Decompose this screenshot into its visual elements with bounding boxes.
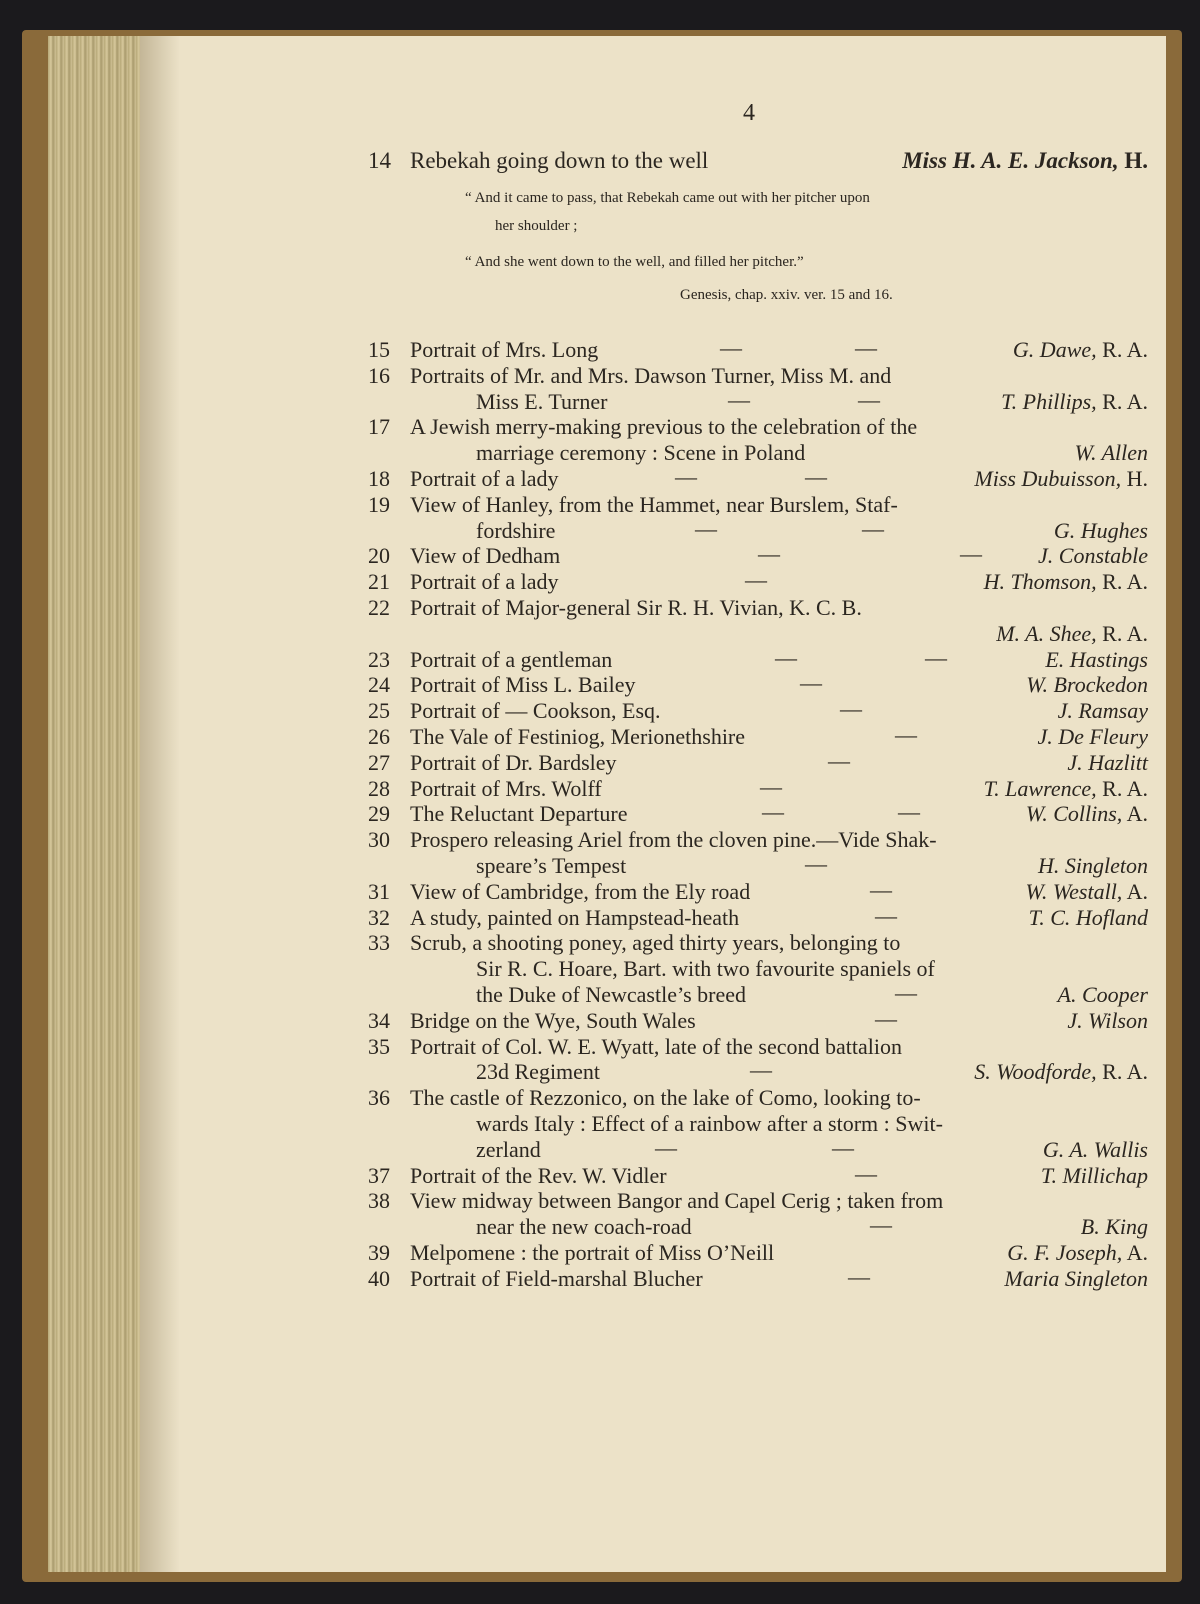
catalogue-entry: [368, 337, 1148, 365]
leader-dash: —: [855, 1160, 877, 1186]
entry-artist: J. Hazlitt: [1067, 749, 1148, 775]
entry-title: A Jewish merry-making previous to the celebration of the: [410, 414, 918, 440]
leader-dash: —: [895, 979, 917, 1005]
leader-dash: —: [840, 696, 862, 722]
entry-artist: W. Westall, A.: [1025, 878, 1148, 904]
catalogue-entry: [368, 362, 1148, 414]
entry-number: 31: [368, 878, 390, 904]
entry-title: Portrait of Dr. Bardsley: [410, 749, 617, 775]
entry-title: Scrub, a shooting poney, aged thirty years, belonging to: [410, 930, 901, 956]
entry-artist: J. Ramsay: [1057, 698, 1148, 724]
entry-number: 36: [368, 1085, 390, 1111]
entry-artist: T. Lawrence, R. A.: [983, 775, 1148, 801]
entry-number: 19: [368, 491, 390, 517]
quotation-line: “ And it came to pass, that Rebekah came out with her pitcher upon: [465, 190, 870, 206]
catalogue-entry: [368, 1005, 1148, 1036]
entry-title-continuation: zerland: [476, 1136, 541, 1162]
catalogue-entry: [368, 827, 1148, 878]
leader-dash: —: [832, 1134, 854, 1160]
entry-title-continuation: Sir R. C. Hoare, Bart. with two favourite spaniels of: [476, 956, 935, 982]
entry-number: 14: [368, 148, 391, 173]
leader-dash: —: [758, 541, 780, 567]
leader-dash: —: [875, 1005, 897, 1031]
catalogue-entry: [368, 1263, 1148, 1294]
entry-number: 15: [368, 337, 390, 362]
entry-number: 25: [368, 698, 390, 724]
quotation-citation: Genesis, chap. xxiv. ver. 15 and 16.: [680, 287, 893, 303]
catalogue-entry: [368, 148, 1148, 176]
entry-title: Portrait of a gentleman: [410, 646, 613, 672]
leader-dash: —: [805, 464, 827, 489]
catalogue-entry: [368, 1033, 1148, 1085]
entry-artist: J. De Fleury: [1037, 724, 1148, 749]
entry-number: 28: [368, 775, 390, 801]
entry-artist: W. Allen: [1074, 440, 1148, 466]
leader-dash: —: [762, 799, 784, 825]
catalogue-entry: [368, 1085, 1148, 1162]
leader-dash: —: [800, 670, 822, 696]
entry-title: The Reluctant Departure: [410, 801, 628, 827]
page-number: 4: [743, 100, 755, 126]
entry-title: View midway between Bangor and Capel Cerig ; taken from: [410, 1188, 944, 1214]
quotation-line: her shoulder ;: [495, 218, 578, 234]
entry-honour: R. A.: [1096, 388, 1148, 414]
entry-number: 18: [368, 466, 390, 491]
catalogue-entry: [368, 930, 1148, 1007]
leader-dash: —: [855, 335, 877, 360]
entry-number: 22: [368, 595, 390, 620]
leader-dash: —: [695, 515, 717, 541]
entry-title: The castle of Rezzonico, on the lake of Como, looking to-: [410, 1085, 921, 1111]
leader-dash: —: [870, 1212, 892, 1238]
catalogue-entry: [368, 595, 1148, 646]
leader-dash: —: [728, 386, 750, 412]
catalogue-entry: [368, 644, 1148, 675]
entry-title: Bridge on the Wye, South Wales: [410, 1007, 696, 1033]
entry-artist: M. A. Shee, R. A.: [996, 620, 1148, 646]
entry-title: Prospero releasing Ariel from the cloven pine.—Vide Shak-: [410, 827, 937, 853]
entry-title: Portrait of a lady: [410, 466, 559, 491]
entry-artist: T. C. Hofland: [1028, 904, 1148, 930]
entry-title: Portrait of a lady: [410, 569, 559, 595]
catalogue-entry: [368, 672, 1148, 700]
entry-artist: Maria Singleton: [1004, 1265, 1148, 1291]
entry-artist: G. A. Wallis: [1042, 1136, 1148, 1162]
entry-title-continuation: marriage ceremony : Scene in Poland: [476, 440, 806, 466]
quotation-line: “ And she went down to the well, and filled her pitcher.”: [465, 254, 804, 270]
page-edges: [48, 36, 140, 1572]
leader-dash: —: [750, 1057, 772, 1083]
entry-title: Portrait of — Cookson, Esq.: [410, 698, 661, 724]
entry-title: Portrait of Mrs. Wolff: [410, 775, 602, 801]
catalogue-entry: [368, 902, 1148, 933]
entry-title: Portrait of Col. W. E. Wyatt, late of the second battalion: [410, 1033, 902, 1059]
entry-artist: S. Woodforde, R. A.: [974, 1059, 1148, 1085]
entry-artist: A. Cooper: [1057, 981, 1148, 1007]
leader-dash: —: [760, 773, 782, 799]
leader-dash: —: [895, 722, 917, 747]
entry-number: 40: [368, 1265, 390, 1291]
leader-dash: —: [858, 386, 880, 412]
leader-dash: —: [675, 464, 697, 489]
entry-honour: R. A.: [1096, 1059, 1148, 1085]
entry-title: Portrait of Mrs. Long: [410, 337, 599, 362]
entry-number: 34: [368, 1007, 390, 1033]
entry-artist: J. Constable: [1038, 543, 1148, 569]
entry-number: 27: [368, 749, 390, 775]
entry-artist: G. F. Joseph, A.: [1007, 1240, 1148, 1265]
entry-title-continuation: the Duke of Newcastle’s breed: [476, 981, 747, 1007]
catalogue-entry: [368, 773, 1148, 804]
catalogue-entry: [368, 569, 1148, 597]
entry-artist: B. King: [1080, 1214, 1148, 1240]
entry-artist: H. Thomson, R. A.: [983, 569, 1148, 595]
entry-artist: J. Wilson: [1067, 1007, 1148, 1033]
entry-artist: W. Brockedon: [1026, 672, 1148, 698]
catalogue-entry: [368, 801, 1148, 829]
entry-number: 23: [368, 646, 390, 672]
entry-title: Portrait of the Rev. W. Vidler: [410, 1162, 667, 1188]
catalogue-entry: [368, 1188, 1148, 1240]
catalogue-entry: [368, 724, 1148, 752]
gutter-shadow: [140, 36, 180, 1572]
catalogue-entry: [368, 876, 1148, 907]
entry-number: 32: [368, 904, 390, 930]
entry-number: 20: [368, 543, 390, 569]
entry-title: Portrait of Major-general Sir R. H. Vivian, K. C. B.: [410, 595, 862, 620]
entry-number: 35: [368, 1033, 390, 1059]
entry-title-continuation: fordshire: [476, 517, 556, 543]
entry-title: Rebekah going down to the well: [410, 148, 709, 173]
entry-honour: R. A.: [1096, 569, 1148, 595]
leader-dash: —: [745, 567, 767, 593]
entry-artist: W. Collins, A.: [1025, 801, 1148, 827]
entry-honour: R. A.: [1096, 620, 1148, 646]
entry-title: A study, painted on Hampstead-heath: [410, 904, 740, 930]
catalogue-entry: [368, 1160, 1148, 1191]
entry-number: 33: [368, 930, 390, 956]
catalogue-entry: [368, 747, 1148, 778]
entry-number: 16: [368, 362, 390, 388]
entry-artist: Miss H. A. E. Jackson, H.: [902, 148, 1148, 173]
entry-number: 30: [368, 827, 390, 853]
entry-title: Portrait of Miss L. Bailey: [410, 672, 636, 698]
entry-artist: T. Millichap: [1040, 1162, 1148, 1188]
entry-title: Melpomene : the portrait of Miss O’Neill: [410, 1240, 775, 1265]
leader-dash: —: [805, 850, 827, 876]
leader-dash: —: [870, 876, 892, 902]
entry-title: View of Cambridge, from the Ely road: [410, 878, 751, 904]
catalogue-entry: [368, 414, 1148, 466]
leader-dash: —: [655, 1134, 677, 1160]
entry-title: Portrait of Field-marshal Blucher: [410, 1265, 703, 1291]
entry-title-continuation: 23d Regiment: [476, 1059, 601, 1085]
entry-number: 17: [368, 414, 390, 440]
catalogue-entry: [368, 466, 1148, 494]
entry-title: Portraits of Mr. and Mrs. Dawson Turner, Miss M. and: [410, 362, 892, 388]
entry-title: View of Dedham: [410, 543, 561, 569]
leader-dash: —: [898, 799, 920, 825]
entry-honour: H.: [1121, 466, 1148, 491]
entry-title-continuation: Miss E. Turner: [476, 388, 608, 414]
entry-title-continuation: near the new coach-road: [476, 1214, 692, 1240]
entry-artist: G. Hughes: [1053, 517, 1148, 543]
entry-honour: A.: [1122, 878, 1148, 904]
catalogue-entry: [368, 698, 1148, 726]
entry-number: 38: [368, 1188, 390, 1214]
entry-artist: H. Singleton: [1038, 852, 1148, 878]
leader-dash: —: [848, 1263, 870, 1289]
entry-artist: E. Hastings: [1045, 646, 1148, 672]
leader-dash: —: [925, 644, 947, 670]
entry-title: The Vale of Festiniog, Merionethshire: [410, 724, 746, 749]
entry-title-continuation: wards Italy : Effect of a rainbow after a storm : Swit-: [476, 1110, 943, 1136]
leader-dash: —: [720, 335, 742, 360]
entry-artist: T. Phillips, R. A.: [1001, 388, 1148, 414]
catalogue-entry: [368, 1240, 1148, 1268]
entry-honour: R. A.: [1096, 337, 1148, 362]
entry-honour: A.: [1122, 1240, 1148, 1265]
entry-number: 24: [368, 672, 390, 698]
leader-dash: —: [862, 515, 884, 541]
leader-dash: —: [875, 902, 897, 928]
entry-artist: G. Dawe, R. A.: [1012, 337, 1148, 362]
entry-honour: R. A.: [1096, 775, 1148, 801]
entry-number: 29: [368, 801, 390, 827]
entry-title: View of Hanley, from the Hammet, near Burslem, Staf-: [410, 491, 898, 517]
catalogue-entry: [368, 491, 1148, 543]
entry-title-continuation: speare’s Tempest: [476, 852, 627, 878]
leader-dash: —: [960, 541, 982, 567]
entry-number: 37: [368, 1162, 390, 1188]
entry-honour: A.: [1122, 801, 1148, 827]
entry-number: 21: [368, 569, 390, 595]
leader-dash: —: [775, 644, 797, 670]
entry-number: 26: [368, 724, 390, 749]
entry-artist: Miss Dubuisson, H.: [974, 466, 1148, 491]
entry-number: 39: [368, 1240, 390, 1265]
leader-dash: —: [828, 747, 850, 773]
